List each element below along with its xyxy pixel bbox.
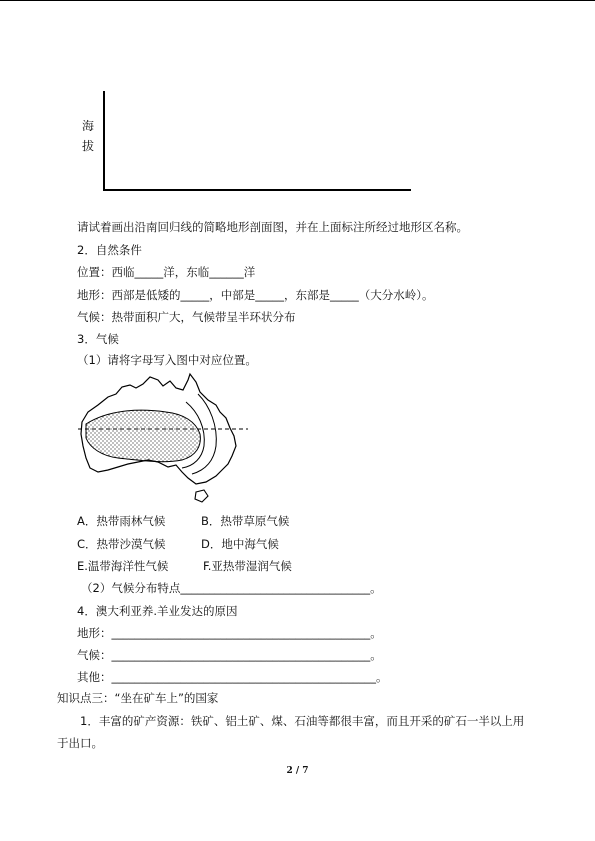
reason-climate: 气候：_____________________________________________。 — [77, 648, 382, 662]
profile-instruction: 请试着画出沿南回归线的简略地形剖面图，并在上面标注所经过地形区名称。 — [77, 220, 468, 234]
question-1: （1）请将字母写入图中对应位置。 — [77, 353, 257, 367]
option-e: E.温带海洋性气候 — [77, 559, 169, 573]
mineral-resources-line-2: 于出口。 — [57, 736, 103, 750]
climate-intro-line: 气候：热带面积广大，气候带呈半环状分布 — [77, 310, 296, 324]
x-axis-line — [103, 189, 411, 191]
knowledge-point-3-heading: 知识点三：“坐在矿车上”的国家 — [57, 691, 219, 705]
header-rule — [0, 0, 595, 1]
reason-terrain: 地形：_____________________________________________。 — [77, 626, 382, 640]
section-4-heading: 4．澳大利亚养.羊业发达的原因 — [77, 604, 238, 618]
desert-zone-dotted — [86, 410, 200, 462]
option-a: A．热带雨林气候 — [77, 514, 166, 528]
y-axis-char-2: 拔 — [82, 139, 95, 153]
tasmania-outline — [195, 490, 208, 502]
mineral-resources-line-1: 1．丰富的矿产资源：铁矿、铝土矿、煤、石油等都很丰富，而且开采的矿石一半以上用 — [80, 714, 525, 728]
option-d: D．地中海气候 — [201, 537, 279, 551]
position-line: 位置：西临_____洋，东临______洋 — [77, 265, 256, 279]
australia-climate-map — [78, 372, 248, 504]
section-3-heading: 3．气候 — [77, 332, 119, 346]
y-axis-char-1: 海 — [82, 119, 95, 133]
y-axis-line — [103, 91, 105, 191]
option-b: B．热带草原气候 — [201, 514, 290, 528]
section-2-heading: 2．自然条件 — [77, 243, 142, 257]
page-number: 2 / 7 — [286, 766, 309, 776]
option-c: C．热带沙漠气候 — [77, 537, 166, 551]
question-2: （2）气候分布特点_________________________________。 — [81, 581, 382, 595]
terrain-line: 地形：西部是低矮的_____，中部是_____，东部是_____（大分水岭）。 — [77, 288, 434, 302]
option-f: F.亚热带湿润气候 — [203, 559, 292, 573]
reason-other: 其他：______________________________________________。 — [77, 670, 388, 684]
